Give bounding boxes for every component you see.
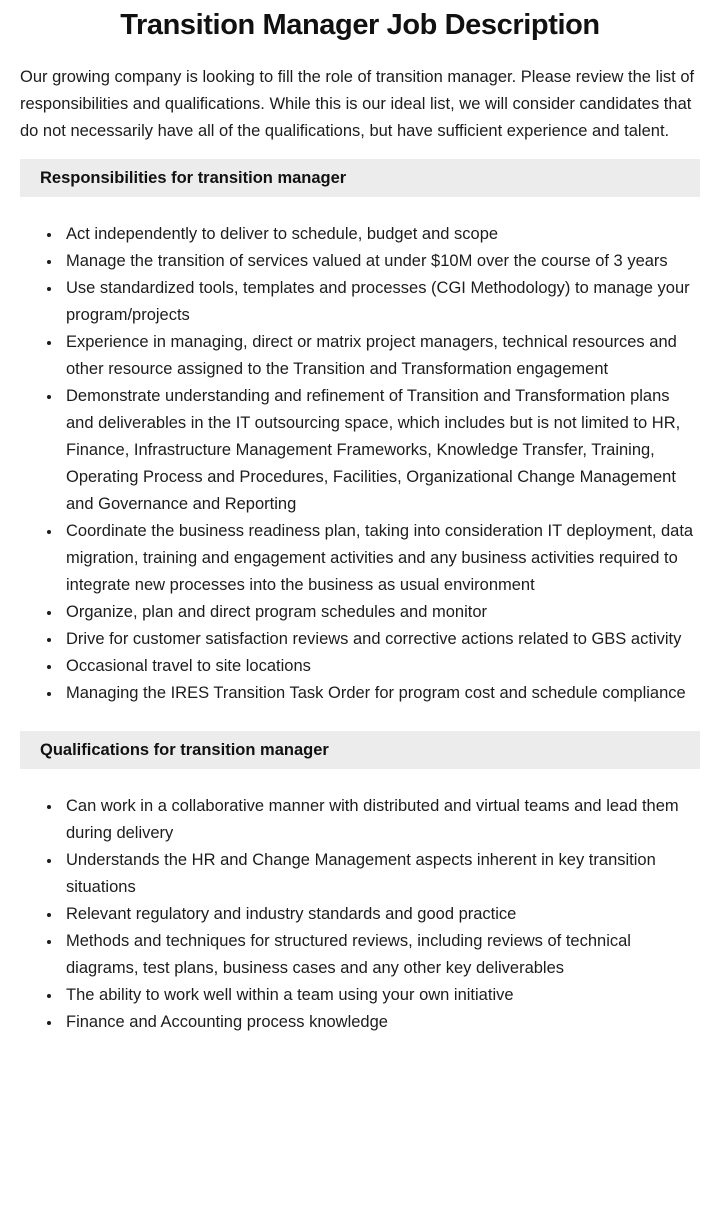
list-item: • Finance and Accounting process knowledge	[62, 1009, 700, 1036]
list-item: • Drive for customer satisfaction reviews and corrective actions related to GBS activity	[62, 626, 700, 653]
list-item: • Manage the transition of services valued at under $10M over the course of 3 years	[62, 248, 700, 275]
list-item: • Methods and techniques for structured reviews, including reviews of technical diagrams, test plans, business cases and any other key deliverables	[62, 928, 700, 982]
list-item: • Occasional travel to site locations	[62, 653, 700, 680]
list-item: • Managing the IRES Transition Task Order for program cost and schedule compliance	[62, 680, 700, 707]
job-description-document	[0, 8, 720, 1066]
list-item: • Can work in a collaborative manner with distributed and virtual teams and lead them during delivery	[62, 793, 700, 847]
list-item: • Relevant regulatory and industry standards and good practice	[62, 901, 700, 928]
page-title: Transition Manager Job Description	[120, 9, 600, 41]
responsibilities-section-header: Responsibilities for transition manager	[20, 159, 700, 197]
qualifications-section	[20, 731, 700, 1036]
list-item: • Use standardized tools, templates and processes (CGI Methodology) to manage your program/projects	[62, 275, 700, 329]
responsibilities-section	[20, 159, 700, 707]
list-item: • Act independently to deliver to schedule, budget and scope	[62, 221, 700, 248]
list-item: • Coordinate the business readiness plan, taking into consideration IT deployment, data migration, training and engagement activities and any business activities required to integrate new processes into the business as usual environment	[62, 518, 700, 599]
qualifications-section-header: Qualifications for transition manager	[20, 731, 700, 769]
list-item: • Demonstrate understanding and refinement of Transition and Transformation plans and deliverables in the IT outsourcing space, which includes but is not limited to HR, Finance, Infrastructure Management Frameworks, Knowledge Transfer, Training, Operating Process and Procedures, Facilities, Organizational Change Management and Governance and Reporting	[62, 383, 700, 518]
intro-paragraph: Our growing company is looking to fill the role of transition manager. Please review the list of responsibilities and qualifications. While this is our ideal list, we will consider candidates that do not necessarily have all of the qualifications, but have sufficient experience and talent.	[20, 68, 695, 140]
list-item: • Understands the HR and Change Management aspects inherent in key transition situations	[62, 847, 700, 901]
responsibilities-list	[20, 221, 700, 707]
list-item: • Experience in managing, direct or matrix project managers, technical resources and other resource assigned to the Transition and Transformation engagement	[62, 329, 700, 383]
list-item: • Organize, plan and direct program schedules and monitor	[62, 599, 700, 626]
list-item: • The ability to work well within a team using your own initiative	[62, 982, 700, 1009]
qualifications-list	[20, 793, 700, 1036]
